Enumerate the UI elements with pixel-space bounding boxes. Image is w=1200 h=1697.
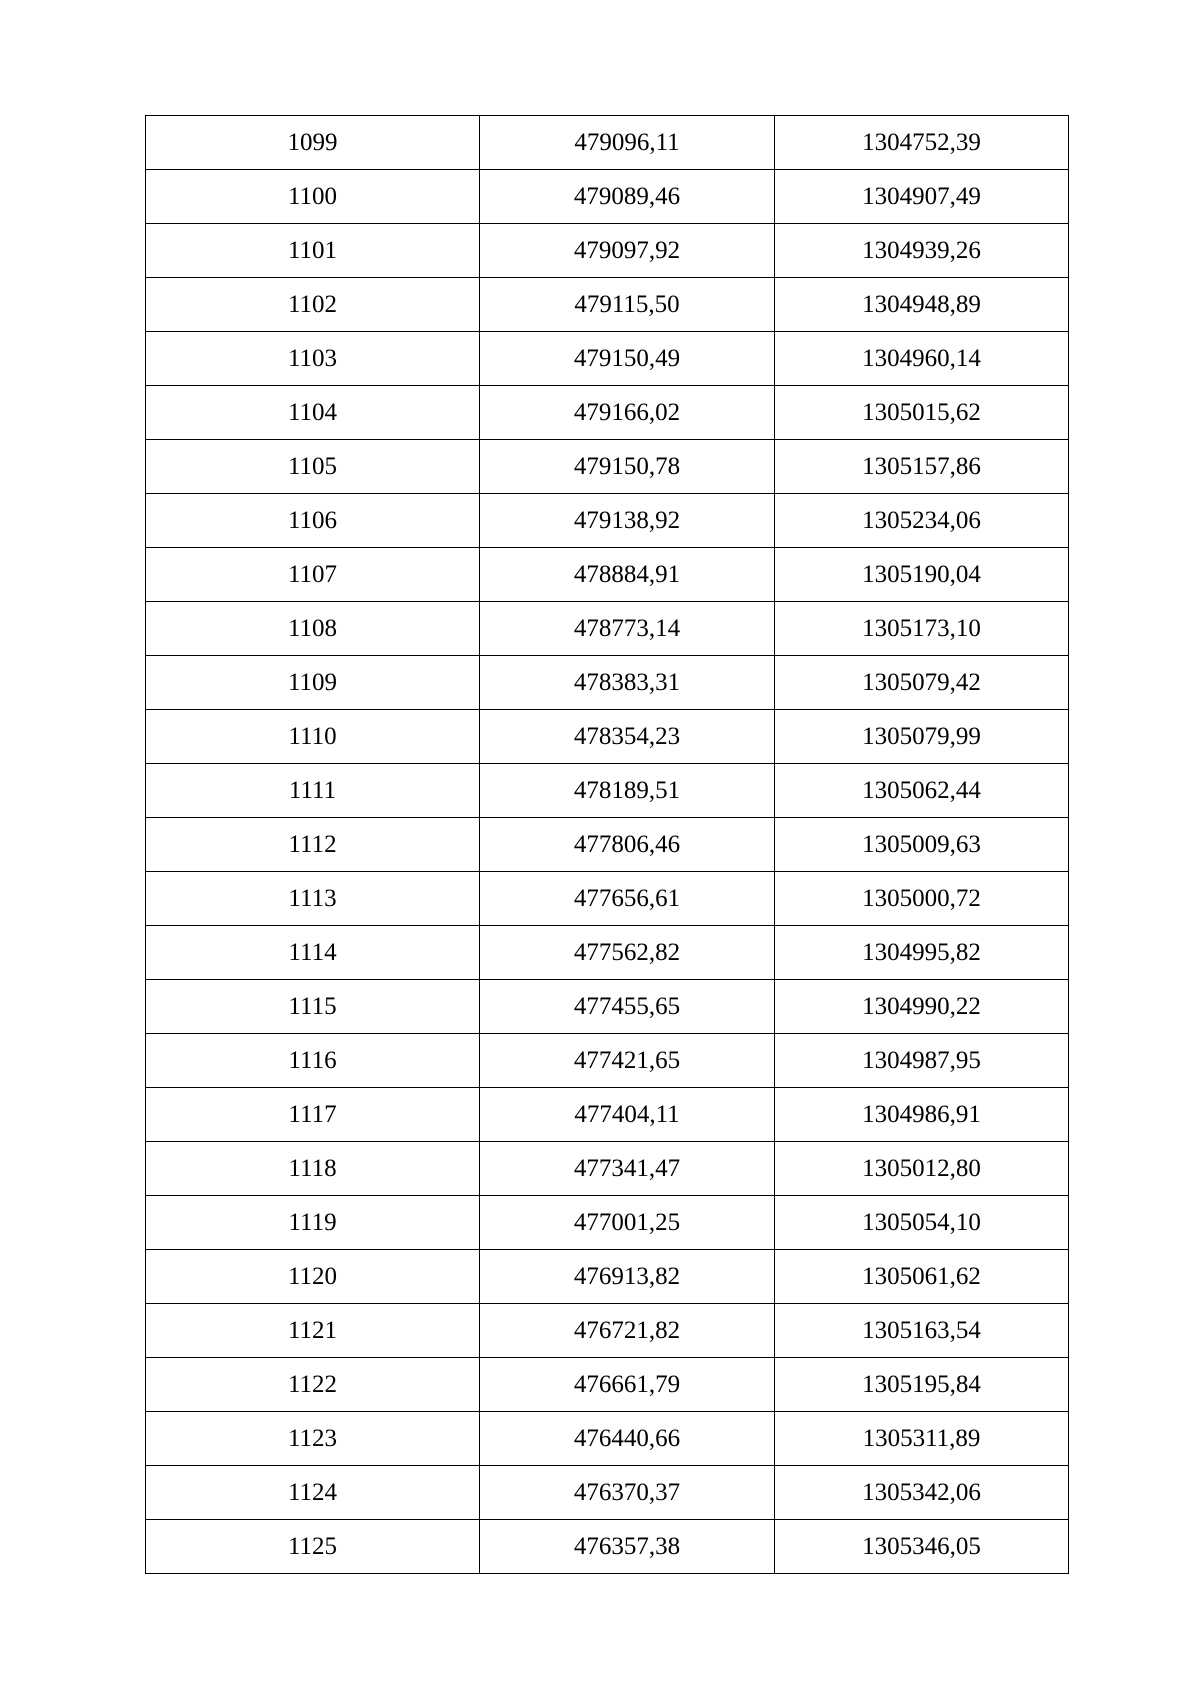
y-coordinate-cell: 1305346,05	[775, 1520, 1069, 1574]
table-row	[146, 440, 1069, 494]
table-row	[146, 1034, 1069, 1088]
point-number-cell: 1115	[146, 980, 480, 1034]
y-coordinate-cell: 1305157,86	[775, 440, 1069, 494]
table-row	[146, 1412, 1069, 1466]
point-number-cell: 1106	[146, 494, 480, 548]
table-row	[146, 548, 1069, 602]
x-coordinate-cell: 478773,14	[480, 602, 775, 656]
x-coordinate-cell: 476913,82	[480, 1250, 775, 1304]
point-number-cell: 1099	[146, 116, 480, 170]
y-coordinate-cell: 1304948,89	[775, 278, 1069, 332]
point-number-cell: 1100	[146, 170, 480, 224]
y-coordinate-cell: 1305015,62	[775, 386, 1069, 440]
x-coordinate-cell: 477001,25	[480, 1196, 775, 1250]
x-coordinate-cell: 477806,46	[480, 818, 775, 872]
table-row	[146, 764, 1069, 818]
y-coordinate-cell: 1305012,80	[775, 1142, 1069, 1196]
point-number-cell: 1105	[146, 440, 480, 494]
x-coordinate-cell: 479166,02	[480, 386, 775, 440]
x-coordinate-cell: 479150,78	[480, 440, 775, 494]
table-row	[146, 1250, 1069, 1304]
point-number-cell: 1117	[146, 1088, 480, 1142]
x-coordinate-cell: 476370,37	[480, 1466, 775, 1520]
y-coordinate-cell: 1305054,10	[775, 1196, 1069, 1250]
table-row	[146, 1196, 1069, 1250]
table-row	[146, 980, 1069, 1034]
x-coordinate-cell: 477404,11	[480, 1088, 775, 1142]
x-coordinate-cell: 478354,23	[480, 710, 775, 764]
x-coordinate-cell: 477562,82	[480, 926, 775, 980]
x-coordinate-cell: 479096,11	[480, 116, 775, 170]
table-row	[146, 1142, 1069, 1196]
point-number-cell: 1118	[146, 1142, 480, 1196]
table-row	[146, 386, 1069, 440]
x-coordinate-cell: 477341,47	[480, 1142, 775, 1196]
table-row	[146, 1304, 1069, 1358]
y-coordinate-cell: 1304907,49	[775, 170, 1069, 224]
table-row	[146, 1358, 1069, 1412]
point-number-cell: 1101	[146, 224, 480, 278]
y-coordinate-cell: 1305195,84	[775, 1358, 1069, 1412]
x-coordinate-cell: 478189,51	[480, 764, 775, 818]
y-coordinate-cell: 1305079,99	[775, 710, 1069, 764]
y-coordinate-cell: 1305062,44	[775, 764, 1069, 818]
point-number-cell: 1102	[146, 278, 480, 332]
y-coordinate-cell: 1304939,26	[775, 224, 1069, 278]
x-coordinate-cell: 477455,65	[480, 980, 775, 1034]
point-number-cell: 1108	[146, 602, 480, 656]
point-number-cell: 1114	[146, 926, 480, 980]
point-number-cell: 1103	[146, 332, 480, 386]
table-row	[146, 116, 1069, 170]
x-coordinate-cell: 476661,79	[480, 1358, 775, 1412]
point-number-cell: 1124	[146, 1466, 480, 1520]
table-row	[146, 872, 1069, 926]
point-number-cell: 1121	[146, 1304, 480, 1358]
table-row	[146, 710, 1069, 764]
x-coordinate-cell: 476357,38	[480, 1520, 775, 1574]
x-coordinate-cell: 476721,82	[480, 1304, 775, 1358]
table-row	[146, 1466, 1069, 1520]
x-coordinate-cell: 476440,66	[480, 1412, 775, 1466]
y-coordinate-cell: 1305000,72	[775, 872, 1069, 926]
y-coordinate-cell: 1305009,63	[775, 818, 1069, 872]
y-coordinate-cell: 1304987,95	[775, 1034, 1069, 1088]
y-coordinate-cell: 1305311,89	[775, 1412, 1069, 1466]
table-row	[146, 278, 1069, 332]
x-coordinate-cell: 479089,46	[480, 170, 775, 224]
x-coordinate-cell: 478884,91	[480, 548, 775, 602]
y-coordinate-cell: 1305173,10	[775, 602, 1069, 656]
table-row	[146, 1088, 1069, 1142]
x-coordinate-cell: 479115,50	[480, 278, 775, 332]
table-row	[146, 332, 1069, 386]
x-coordinate-cell: 479150,49	[480, 332, 775, 386]
x-coordinate-cell: 479097,92	[480, 224, 775, 278]
point-number-cell: 1120	[146, 1250, 480, 1304]
coordinates-table-body	[146, 116, 1069, 1574]
x-coordinate-cell: 478383,31	[480, 656, 775, 710]
y-coordinate-cell: 1304995,82	[775, 926, 1069, 980]
point-number-cell: 1123	[146, 1412, 480, 1466]
point-number-cell: 1125	[146, 1520, 480, 1574]
point-number-cell: 1113	[146, 872, 480, 926]
point-number-cell: 1110	[146, 710, 480, 764]
y-coordinate-cell: 1305234,06	[775, 494, 1069, 548]
table-row	[146, 926, 1069, 980]
y-coordinate-cell: 1305190,04	[775, 548, 1069, 602]
y-coordinate-cell: 1304960,14	[775, 332, 1069, 386]
y-coordinate-cell: 1305079,42	[775, 656, 1069, 710]
x-coordinate-cell: 477421,65	[480, 1034, 775, 1088]
table-row	[146, 170, 1069, 224]
y-coordinate-cell: 1305342,06	[775, 1466, 1069, 1520]
y-coordinate-cell: 1304752,39	[775, 116, 1069, 170]
point-number-cell: 1107	[146, 548, 480, 602]
point-number-cell: 1112	[146, 818, 480, 872]
y-coordinate-cell: 1305163,54	[775, 1304, 1069, 1358]
table-row	[146, 656, 1069, 710]
y-coordinate-cell: 1305061,62	[775, 1250, 1069, 1304]
y-coordinate-cell: 1304986,91	[775, 1088, 1069, 1142]
point-number-cell: 1119	[146, 1196, 480, 1250]
table-row	[146, 1520, 1069, 1574]
table-row	[146, 818, 1069, 872]
x-coordinate-cell: 477656,61	[480, 872, 775, 926]
x-coordinate-cell: 479138,92	[480, 494, 775, 548]
table-row	[146, 602, 1069, 656]
table-row	[146, 224, 1069, 278]
point-number-cell: 1111	[146, 764, 480, 818]
coordinates-table	[145, 115, 1069, 1574]
y-coordinate-cell: 1304990,22	[775, 980, 1069, 1034]
point-number-cell: 1104	[146, 386, 480, 440]
point-number-cell: 1109	[146, 656, 480, 710]
table-row	[146, 494, 1069, 548]
point-number-cell: 1122	[146, 1358, 480, 1412]
point-number-cell: 1116	[146, 1034, 480, 1088]
